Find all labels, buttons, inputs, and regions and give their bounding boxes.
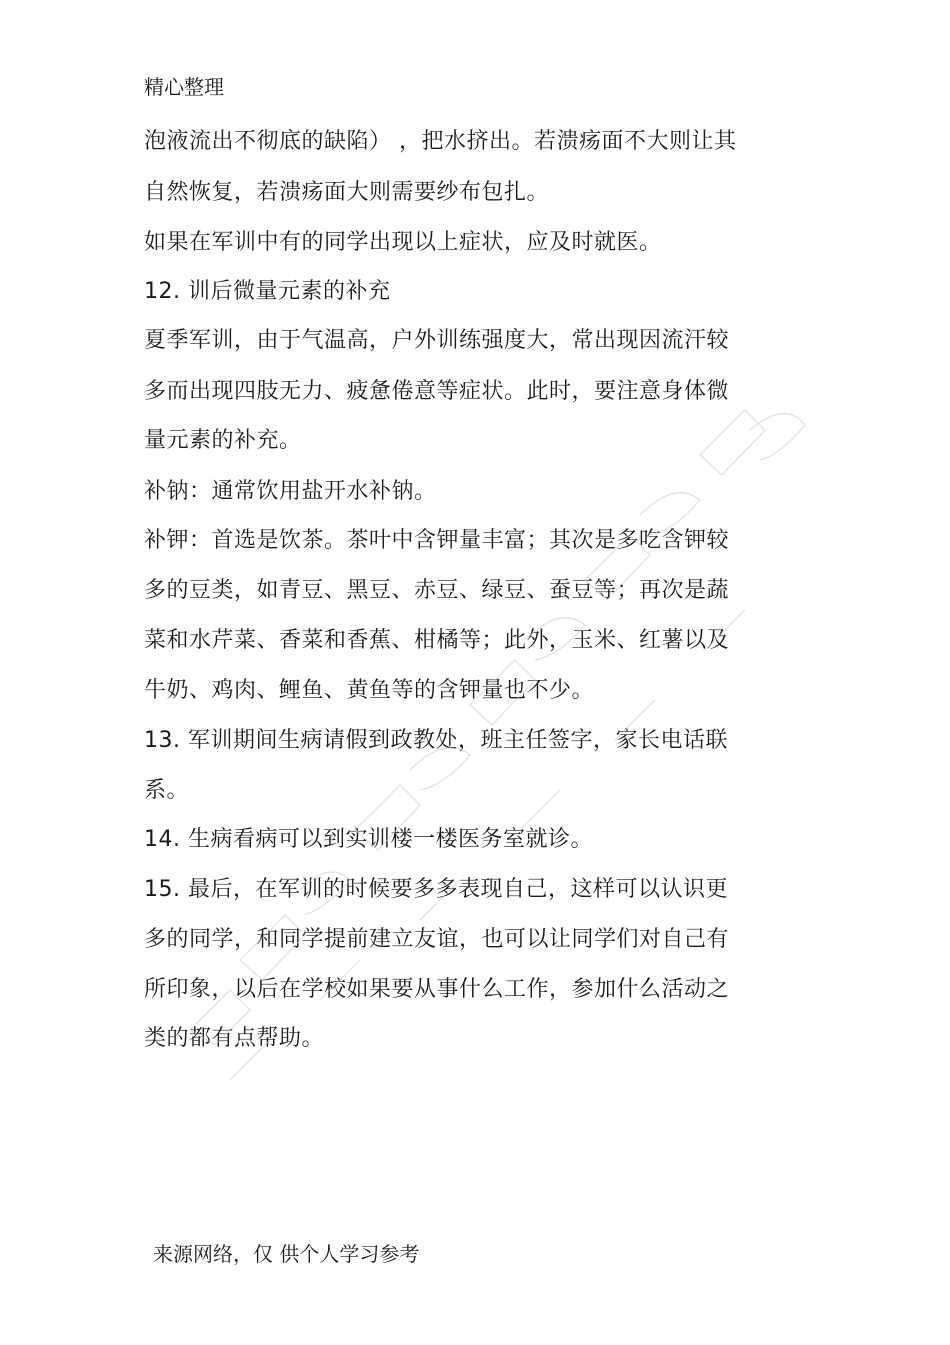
text-line: 多的豆类，如青豆、黑豆、赤豆、绿豆、蚕豆等；再次是蔬 <box>144 578 730 603</box>
section-heading: 12. 训后微量元素的补充 <box>144 279 391 304</box>
text-line: 多而出现四肢无力、疲惫倦意等症状。此时，要注意身体微 <box>144 379 730 404</box>
text-line: 所印象，以后在学校如果要从事什么工作，参加什么活动之 <box>144 977 730 1002</box>
text-line: 泡液流出不彻底的缺陷） ，把水挤出。若溃疡面不大则让其 <box>144 129 737 154</box>
text-line: 夏季军训，由于气温高，户外训练强度大，常出现因流汗较 <box>144 328 730 353</box>
text-line: 菜和水芹菜、香菜和香蕉、柑橘等；此外，玉米、红薯以及 <box>144 628 730 653</box>
text-line: 系。 <box>144 778 190 803</box>
text-line: 类的都有点帮助。 <box>144 1026 325 1051</box>
text-line: 补钾：首选是饮茶。茶叶中含钾量丰富；其次是多吃含钾较 <box>144 528 730 553</box>
text-line: 自然恢复，若溃疡面大则需要纱布包扎。 <box>144 180 550 205</box>
section-heading: 14. 生病看病可以到实训楼一楼医务室就诊。 <box>144 827 593 852</box>
page-footer: 来源网络，仅 供个人学习参考 <box>153 1242 420 1266</box>
page-header: 精心整理 <box>144 75 224 99</box>
text-line: 补钠：通常饮用盐开水补钠。 <box>144 479 437 504</box>
text-line: 量元素的补充。 <box>144 428 302 453</box>
text-line: 多的同学，和同学提前建立友谊，也可以让同学们对自己有 <box>144 927 730 952</box>
text-line: 牛奶、鸡肉、鲤鱼、黄鱼等的含钾量也不少。 <box>144 678 595 703</box>
section-heading: 15. 最后，在军训的时候要多多表现自己，这样可以认识更 <box>144 877 728 902</box>
text-line: 如果在军训中有的同学出现以上症状，应及时就医。 <box>144 230 662 255</box>
section-heading: 13. 军训期间生病请假到政教处，班主任签字，家长电话联 <box>144 728 728 753</box>
